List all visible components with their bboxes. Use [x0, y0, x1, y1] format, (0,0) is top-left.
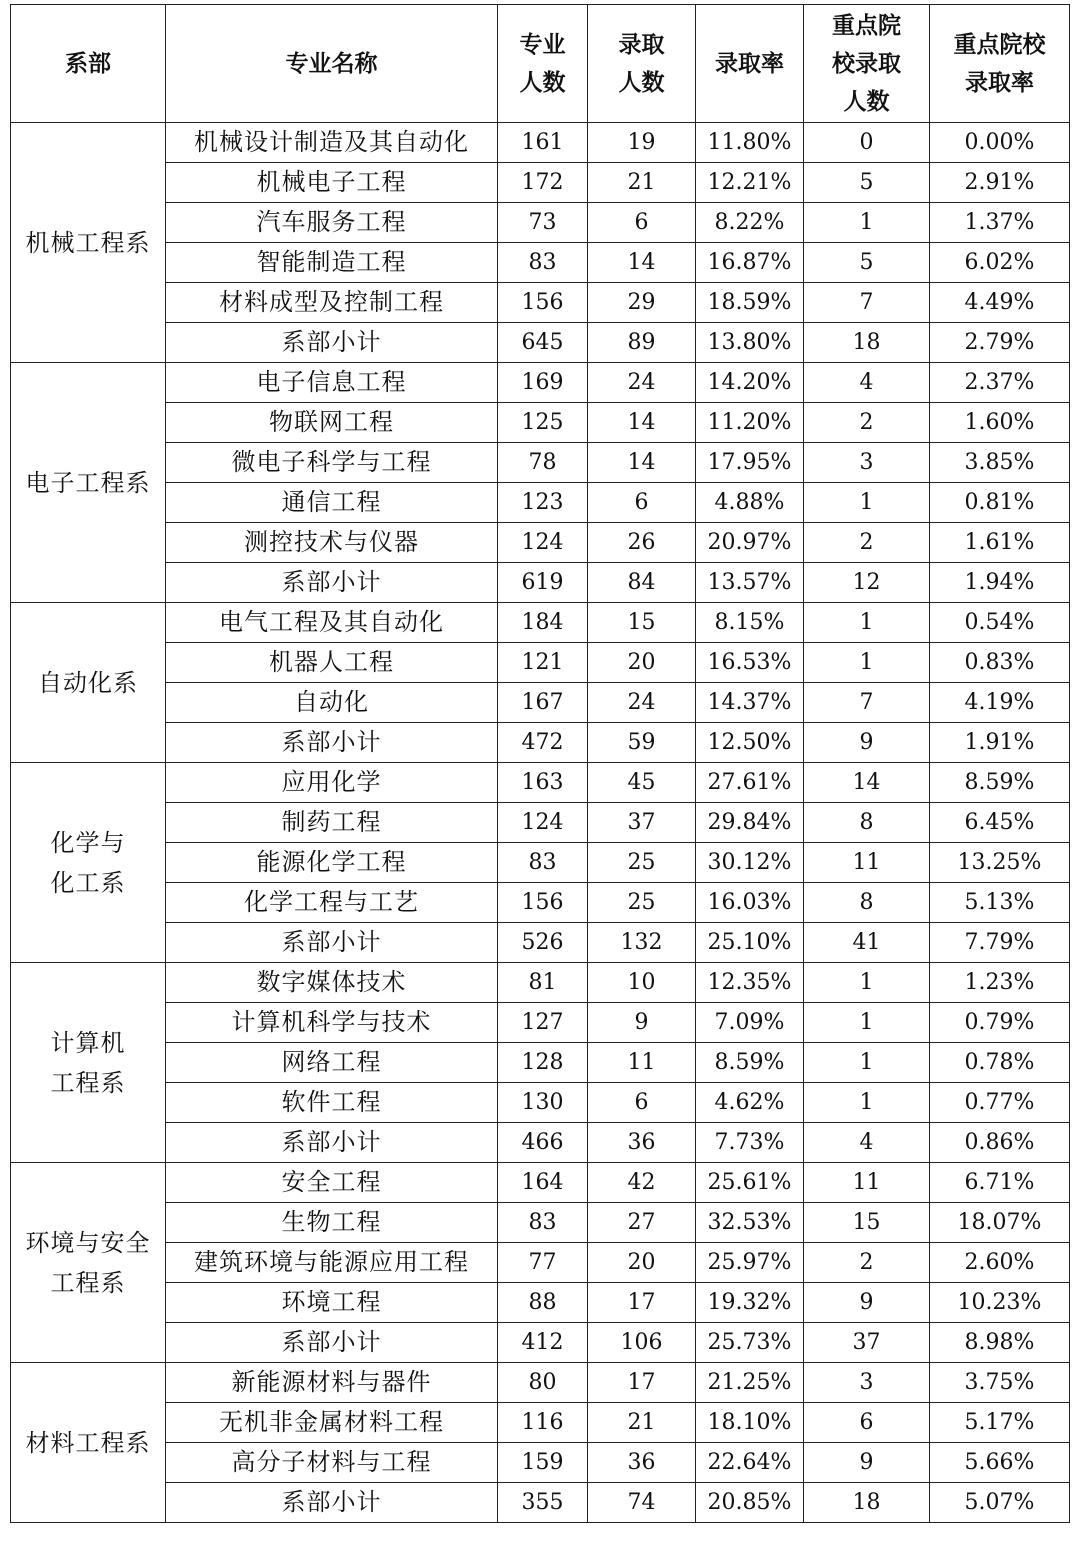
admitted-cell: 6	[588, 483, 696, 523]
rate-cell: 29.84%	[696, 803, 804, 843]
admitted-cell: 6	[588, 203, 696, 243]
department-cell	[11, 1163, 166, 1363]
rate-cell: 25.61%	[696, 1163, 804, 1203]
department-name-line: 工程系	[50, 1268, 126, 1297]
rate-cell: 8.22%	[696, 203, 804, 243]
table-row	[11, 1043, 1070, 1083]
key-admitted-cell: 1	[804, 203, 930, 243]
students-cell: 355	[498, 1483, 588, 1523]
admitted-cell: 45	[588, 763, 696, 803]
major-cell: 新能源材料与器件	[166, 1363, 498, 1403]
table-row	[11, 1083, 1070, 1123]
department-name-line: 材料工程系	[25, 1428, 151, 1457]
table-row	[11, 1003, 1070, 1043]
key-rate-cell: 4.19%	[930, 683, 1070, 723]
students-cell: 526	[498, 923, 588, 963]
key-rate-cell: 5.66%	[930, 1443, 1070, 1483]
key-admitted-cell: 3	[804, 443, 930, 483]
key-admitted-cell: 2	[804, 403, 930, 443]
students-cell: 128	[498, 1043, 588, 1083]
key-admitted-cell: 2	[804, 523, 930, 563]
admitted-cell: 21	[588, 163, 696, 203]
key-admitted-cell: 1	[804, 483, 930, 523]
key-rate-cell: 2.60%	[930, 1243, 1070, 1283]
rate-cell: 13.80%	[696, 323, 804, 363]
key-rate-cell: 0.77%	[930, 1083, 1070, 1123]
students-cell: 83	[498, 1203, 588, 1243]
key-rate-cell: 1.60%	[930, 403, 1070, 443]
header-key-rate	[930, 5, 1070, 123]
students-cell: 167	[498, 683, 588, 723]
header-key-rate-line-1: 重点院校	[953, 31, 1046, 58]
key-admitted-cell: 14	[804, 763, 930, 803]
admitted-cell: 19	[588, 123, 696, 163]
students-cell: 472	[498, 723, 588, 763]
department-cell	[11, 1363, 166, 1523]
admitted-cell: 29	[588, 283, 696, 323]
department-name-line: 化学与	[50, 828, 126, 857]
students-cell: 73	[498, 203, 588, 243]
students-cell: 80	[498, 1363, 588, 1403]
admitted-cell: 89	[588, 323, 696, 363]
key-admitted-cell: 11	[804, 1163, 930, 1203]
major-cell: 建筑环境与能源应用工程	[166, 1243, 498, 1283]
admitted-cell: 74	[588, 1483, 696, 1523]
table-row	[11, 1283, 1070, 1323]
key-rate-cell: 0.86%	[930, 1123, 1070, 1163]
admitted-cell: 15	[588, 603, 696, 643]
table-row	[11, 443, 1070, 483]
table-row	[11, 1123, 1070, 1163]
students-cell: 127	[498, 1003, 588, 1043]
rate-cell: 18.59%	[696, 283, 804, 323]
rate-cell: 20.97%	[696, 523, 804, 563]
admitted-cell: 26	[588, 523, 696, 563]
rate-cell: 25.10%	[696, 923, 804, 963]
major-cell: 软件工程	[166, 1083, 498, 1123]
students-cell: 156	[498, 283, 588, 323]
major-cell: 自动化	[166, 683, 498, 723]
department-cell	[11, 363, 166, 603]
key-admitted-cell: 7	[804, 283, 930, 323]
students-cell: 83	[498, 843, 588, 883]
key-rate-cell: 0.00%	[930, 123, 1070, 163]
header-admitted-line-2: 人数	[618, 69, 665, 96]
major-cell: 系部小计	[166, 1323, 498, 1363]
students-cell: 164	[498, 1163, 588, 1203]
students-cell: 78	[498, 443, 588, 483]
header-dept: 系部	[11, 5, 166, 123]
students-cell: 77	[498, 1243, 588, 1283]
key-admitted-cell: 0	[804, 123, 930, 163]
key-rate-cell: 2.91%	[930, 163, 1070, 203]
header-major: 专业名称	[166, 5, 498, 123]
rate-cell: 13.57%	[696, 563, 804, 603]
table-row	[11, 843, 1070, 883]
key-admitted-cell: 12	[804, 563, 930, 603]
students-cell: 83	[498, 243, 588, 283]
students-cell: 121	[498, 643, 588, 683]
key-rate-cell: 3.75%	[930, 1363, 1070, 1403]
admitted-cell: 42	[588, 1163, 696, 1203]
major-cell: 机器人工程	[166, 643, 498, 683]
admitted-cell: 106	[588, 1323, 696, 1363]
students-cell: 163	[498, 763, 588, 803]
table-row	[11, 883, 1070, 923]
table-row	[11, 283, 1070, 323]
rate-cell: 22.64%	[696, 1443, 804, 1483]
admitted-cell: 17	[588, 1363, 696, 1403]
key-rate-cell: 8.98%	[930, 1323, 1070, 1363]
rate-cell: 12.50%	[696, 723, 804, 763]
rate-cell: 7.73%	[696, 1123, 804, 1163]
rate-cell: 17.95%	[696, 443, 804, 483]
admitted-cell: 20	[588, 643, 696, 683]
key-admitted-cell: 11	[804, 843, 930, 883]
admitted-cell: 14	[588, 243, 696, 283]
key-rate-cell: 1.23%	[930, 963, 1070, 1003]
key-admitted-cell: 1	[804, 603, 930, 643]
table-row	[11, 723, 1070, 763]
key-rate-cell: 0.79%	[930, 1003, 1070, 1043]
students-cell: 125	[498, 403, 588, 443]
header-key-rate-line-2: 录取率	[965, 69, 1034, 96]
students-cell: 130	[498, 1083, 588, 1123]
department-name-line: 化工系	[50, 868, 126, 897]
rate-cell: 8.59%	[696, 1043, 804, 1083]
major-cell: 电子信息工程	[166, 363, 498, 403]
admitted-cell: 11	[588, 1043, 696, 1083]
students-cell: 161	[498, 123, 588, 163]
major-cell: 机械设计制造及其自动化	[166, 123, 498, 163]
key-admitted-cell: 5	[804, 243, 930, 283]
key-admitted-cell: 15	[804, 1203, 930, 1243]
major-cell: 安全工程	[166, 1163, 498, 1203]
major-cell: 机械电子工程	[166, 163, 498, 203]
key-rate-cell: 1.91%	[930, 723, 1070, 763]
major-cell: 环境工程	[166, 1283, 498, 1323]
department-cell	[11, 963, 166, 1163]
table-row	[11, 1363, 1070, 1403]
major-cell: 通信工程	[166, 483, 498, 523]
department-name-line: 计算机	[50, 1028, 126, 1057]
rate-cell: 7.09%	[696, 1003, 804, 1043]
students-cell: 123	[498, 483, 588, 523]
key-admitted-cell: 4	[804, 363, 930, 403]
table-row	[11, 643, 1070, 683]
major-cell: 网络工程	[166, 1043, 498, 1083]
header-key-admitted-line-1: 重点院	[832, 12, 901, 39]
key-rate-cell: 0.54%	[930, 603, 1070, 643]
table-row	[11, 923, 1070, 963]
admitted-cell: 37	[588, 803, 696, 843]
rate-cell: 8.15%	[696, 603, 804, 643]
key-admitted-cell: 2	[804, 1243, 930, 1283]
rate-cell: 4.88%	[696, 483, 804, 523]
major-cell: 系部小计	[166, 923, 498, 963]
key-rate-cell: 0.81%	[930, 483, 1070, 523]
key-admitted-cell: 41	[804, 923, 930, 963]
key-admitted-cell: 4	[804, 1123, 930, 1163]
key-rate-cell: 8.59%	[930, 763, 1070, 803]
students-cell: 124	[498, 523, 588, 563]
key-admitted-cell: 18	[804, 1483, 930, 1523]
major-cell: 系部小计	[166, 323, 498, 363]
key-rate-cell: 10.23%	[930, 1283, 1070, 1323]
students-cell: 156	[498, 883, 588, 923]
admission-table	[10, 4, 1070, 1523]
rate-cell: 16.87%	[696, 243, 804, 283]
department-cell	[11, 763, 166, 963]
students-cell: 184	[498, 603, 588, 643]
students-cell: 169	[498, 363, 588, 403]
admitted-cell: 20	[588, 1243, 696, 1283]
major-cell: 系部小计	[166, 1483, 498, 1523]
key-rate-cell: 6.71%	[930, 1163, 1070, 1203]
key-admitted-cell: 1	[804, 1083, 930, 1123]
major-cell: 高分子材料与工程	[166, 1443, 498, 1483]
major-cell: 测控技术与仪器	[166, 523, 498, 563]
key-rate-cell: 1.37%	[930, 203, 1070, 243]
key-admitted-cell: 18	[804, 323, 930, 363]
table-row	[11, 203, 1070, 243]
table-row	[11, 1203, 1070, 1243]
admitted-cell: 6	[588, 1083, 696, 1123]
major-cell: 汽车服务工程	[166, 203, 498, 243]
students-cell: 645	[498, 323, 588, 363]
table-row	[11, 803, 1070, 843]
rate-cell: 16.53%	[696, 643, 804, 683]
admitted-cell: 36	[588, 1443, 696, 1483]
key-rate-cell: 0.78%	[930, 1043, 1070, 1083]
admitted-cell: 14	[588, 443, 696, 483]
key-rate-cell: 5.07%	[930, 1483, 1070, 1523]
header-admitted	[588, 5, 696, 123]
key-admitted-cell: 7	[804, 683, 930, 723]
major-cell: 能源化学工程	[166, 843, 498, 883]
major-cell: 数字媒体技术	[166, 963, 498, 1003]
admitted-cell: 24	[588, 363, 696, 403]
header-students	[498, 5, 588, 123]
major-cell: 系部小计	[166, 563, 498, 603]
header-students-line-2: 人数	[519, 69, 566, 96]
table-row	[11, 323, 1070, 363]
key-rate-cell: 13.25%	[930, 843, 1070, 883]
table-row	[11, 963, 1070, 1003]
admitted-cell: 59	[588, 723, 696, 763]
table-row	[11, 483, 1070, 523]
major-cell: 计算机科学与技术	[166, 1003, 498, 1043]
students-cell: 619	[498, 563, 588, 603]
students-cell: 159	[498, 1443, 588, 1483]
rate-cell: 12.21%	[696, 163, 804, 203]
header-students-line-1: 专业	[519, 31, 566, 58]
key-rate-cell: 6.02%	[930, 243, 1070, 283]
key-admitted-cell: 6	[804, 1403, 930, 1443]
students-cell: 466	[498, 1123, 588, 1163]
key-admitted-cell: 8	[804, 803, 930, 843]
rate-cell: 14.20%	[696, 363, 804, 403]
key-rate-cell: 3.85%	[930, 443, 1070, 483]
table-row	[11, 763, 1070, 803]
key-admitted-cell: 3	[804, 1363, 930, 1403]
key-admitted-cell: 1	[804, 643, 930, 683]
table-row	[11, 563, 1070, 603]
rate-cell: 27.61%	[696, 763, 804, 803]
key-admitted-cell: 37	[804, 1323, 930, 1363]
key-rate-cell: 1.61%	[930, 523, 1070, 563]
table-body	[11, 123, 1070, 1523]
major-cell: 系部小计	[166, 723, 498, 763]
key-rate-cell: 2.37%	[930, 363, 1070, 403]
rate-cell: 25.73%	[696, 1323, 804, 1363]
department-name-line: 自动化系	[38, 668, 138, 697]
major-cell: 应用化学	[166, 763, 498, 803]
department-name-line: 机械工程系	[25, 228, 151, 257]
admitted-cell: 84	[588, 563, 696, 603]
department-cell	[11, 603, 166, 763]
header-key-admitted-line-3: 人数	[843, 88, 890, 115]
admitted-cell: 17	[588, 1283, 696, 1323]
key-admitted-cell: 9	[804, 723, 930, 763]
table-row	[11, 1443, 1070, 1483]
key-rate-cell: 0.83%	[930, 643, 1070, 683]
admitted-cell: 24	[588, 683, 696, 723]
students-cell: 172	[498, 163, 588, 203]
admitted-cell: 25	[588, 883, 696, 923]
major-cell: 物联网工程	[166, 403, 498, 443]
admitted-cell: 9	[588, 1003, 696, 1043]
key-rate-cell: 4.49%	[930, 283, 1070, 323]
key-admitted-cell: 9	[804, 1283, 930, 1323]
key-rate-cell: 5.13%	[930, 883, 1070, 923]
students-cell: 412	[498, 1323, 588, 1363]
table-row	[11, 1403, 1070, 1443]
major-cell: 微电子科学与工程	[166, 443, 498, 483]
major-cell: 材料成型及控制工程	[166, 283, 498, 323]
table-row	[11, 1483, 1070, 1523]
table-row	[11, 403, 1070, 443]
students-cell: 88	[498, 1283, 588, 1323]
department-name-line: 工程系	[50, 1068, 126, 1097]
major-cell: 生物工程	[166, 1203, 498, 1243]
header-key-admitted	[804, 5, 930, 123]
students-cell: 81	[498, 963, 588, 1003]
major-cell: 化学工程与工艺	[166, 883, 498, 923]
table-row	[11, 683, 1070, 723]
admitted-cell: 132	[588, 923, 696, 963]
department-name-line: 环境与安全	[25, 1228, 151, 1257]
rate-cell: 4.62%	[696, 1083, 804, 1123]
rate-cell: 25.97%	[696, 1243, 804, 1283]
rate-cell: 32.53%	[696, 1203, 804, 1243]
table-row	[11, 123, 1070, 163]
admitted-cell: 14	[588, 403, 696, 443]
key-rate-cell: 7.79%	[930, 923, 1070, 963]
rate-cell: 19.32%	[696, 1283, 804, 1323]
key-rate-cell: 18.07%	[930, 1203, 1070, 1243]
key-rate-cell: 6.45%	[930, 803, 1070, 843]
rate-cell: 18.10%	[696, 1403, 804, 1443]
rate-cell: 21.25%	[696, 1363, 804, 1403]
table-row	[11, 163, 1070, 203]
admitted-cell: 25	[588, 843, 696, 883]
rate-cell: 11.80%	[696, 123, 804, 163]
department-name-line: 电子工程系	[25, 468, 151, 497]
rate-cell: 12.35%	[696, 963, 804, 1003]
rate-cell: 11.20%	[696, 403, 804, 443]
major-cell: 制药工程	[166, 803, 498, 843]
key-admitted-cell: 1	[804, 1003, 930, 1043]
table-row	[11, 1323, 1070, 1363]
header-rate: 录取率	[696, 5, 804, 123]
rate-cell: 30.12%	[696, 843, 804, 883]
admitted-cell: 21	[588, 1403, 696, 1443]
table-row	[11, 1243, 1070, 1283]
major-cell: 智能制造工程	[166, 243, 498, 283]
major-cell: 系部小计	[166, 1123, 498, 1163]
key-rate-cell: 2.79%	[930, 323, 1070, 363]
table-row	[11, 1163, 1070, 1203]
table-row	[11, 363, 1070, 403]
table-row	[11, 523, 1070, 563]
students-cell: 116	[498, 1403, 588, 1443]
key-admitted-cell: 9	[804, 1443, 930, 1483]
table-row	[11, 243, 1070, 283]
key-admitted-cell: 1	[804, 963, 930, 1003]
rate-cell: 16.03%	[696, 883, 804, 923]
rate-cell: 14.37%	[696, 683, 804, 723]
key-admitted-cell: 5	[804, 163, 930, 203]
header-row	[11, 5, 1070, 123]
header-key-admitted-line-2: 校录取	[832, 50, 901, 77]
admitted-cell: 10	[588, 963, 696, 1003]
students-cell: 124	[498, 803, 588, 843]
major-cell: 电气工程及其自动化	[166, 603, 498, 643]
key-admitted-cell: 8	[804, 883, 930, 923]
key-rate-cell: 1.94%	[930, 563, 1070, 603]
header-admitted-line-1: 录取	[618, 31, 665, 58]
key-rate-cell: 5.17%	[930, 1403, 1070, 1443]
admitted-cell: 27	[588, 1203, 696, 1243]
admitted-cell: 36	[588, 1123, 696, 1163]
table-row	[11, 603, 1070, 643]
department-cell	[11, 123, 166, 363]
key-admitted-cell: 1	[804, 1043, 930, 1083]
rate-cell: 20.85%	[696, 1483, 804, 1523]
major-cell: 无机非金属材料工程	[166, 1403, 498, 1443]
